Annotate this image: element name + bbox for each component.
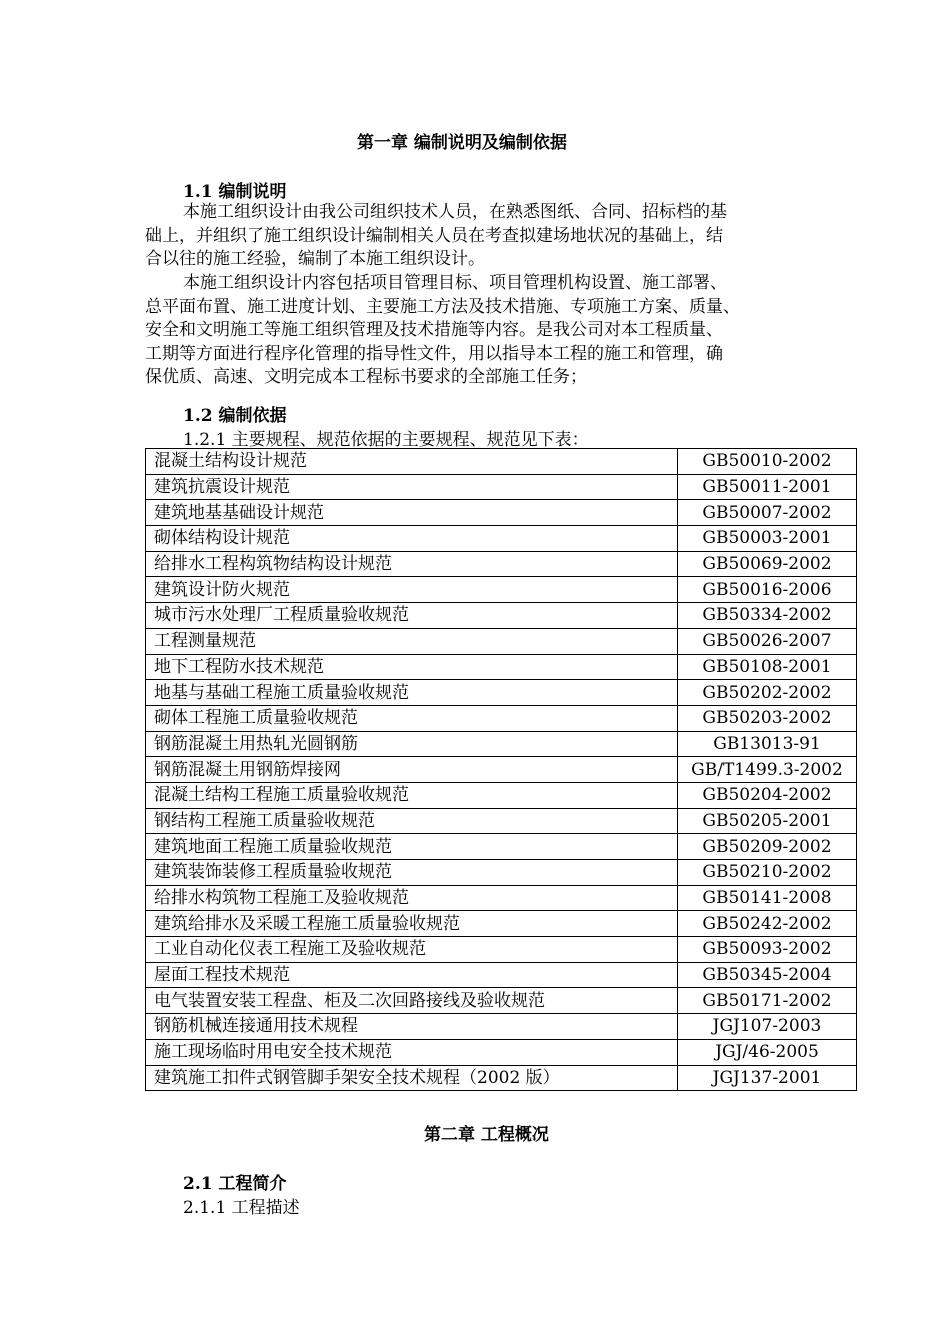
table-row [146,962,857,988]
section-1-1-paragraph-1 [145,201,825,272]
standard-code-cell: GB50334-2002 [678,603,857,629]
table-row [146,782,857,808]
table-row [146,808,857,834]
standard-code-cell: GB50204-2002 [678,782,857,808]
paragraph-line: 础上，并组织了施工组织设计编制相关人员在考查拟建场地状况的基础上，结 [145,225,723,246]
paragraph-line: 工期等方面进行程序化管理的指导性文件，用以指导本工程的施工和管理，确 [145,343,723,364]
standard-code-cell: GB50093-2002 [678,937,857,963]
table-row [146,757,857,783]
standard-code-cell: GB50069-2002 [678,551,857,577]
standard-name-cell: 建筑施工扣件式钢管脚手架安全技术规程（2002 版） [146,1065,678,1091]
standard-code-cell: GB50205-2001 [678,808,857,834]
standard-name-cell: 砌体结构设计规范 [146,526,678,552]
standard-name-cell: 给排水构筑物工程施工及验收规范 [146,885,678,911]
table-row [146,988,857,1014]
standard-code-cell: GB50003-2001 [678,526,857,552]
table-row [146,705,857,731]
table-row [146,937,857,963]
table-row [146,860,857,886]
section-1-2-heading: 1.2 编制依据 [183,406,287,426]
standard-code-cell: GB13013-91 [678,731,857,757]
table-row [146,1039,857,1065]
table-row [146,731,857,757]
standard-name-cell: 地基与基础工程施工质量验收规范 [146,680,678,706]
standard-code-cell: JGJ107-2003 [678,1014,857,1040]
standard-name-cell: 建筑设计防火规范 [146,577,678,603]
standard-name-cell: 建筑抗震设计规范 [146,474,678,500]
paragraph-line: 总平面布置、施工进度计划、主要施工方法及技术措施、专项施工方案、质量、 [145,296,740,317]
standard-code-cell: GB50202-2002 [678,680,857,706]
standard-name-cell: 屋面工程技术规范 [146,962,678,988]
standard-name-cell: 钢筋机械连接通用技术规程 [146,1014,678,1040]
standard-name-cell: 建筑给排水及采暖工程施工质量验收规范 [146,911,678,937]
standard-name-cell: 地下工程防水技术规范 [146,654,678,680]
standard-name-cell: 工业自动化仪表工程施工及验收规范 [146,937,678,963]
standard-name-cell: 砌体工程施工质量验收规范 [146,705,678,731]
standard-name-cell: 钢结构工程施工质量验收规范 [146,808,678,834]
standard-name-cell: 建筑地面工程施工质量验收规范 [146,834,678,860]
table-row [146,603,857,629]
standard-code-cell: GB50171-2002 [678,988,857,1014]
table-row [146,577,857,603]
standard-name-cell: 钢筋混凝土用钢筋焊接网 [146,757,678,783]
chapter-2-title: 第二章 工程概况 [424,1125,549,1145]
table-row [146,551,857,577]
standard-code-cell: GB50026-2007 [678,628,857,654]
standard-code-cell: GB50242-2002 [678,911,857,937]
section-2-1-1-subheading: 2.1.1 工程描述 [183,1198,300,1218]
standard-code-cell: GB50108-2001 [678,654,857,680]
paragraph-line: 安全和文明施工等施工组织管理及技术措施等内容。是我公司对本工程质量、 [145,320,723,341]
standard-code-cell: JGJ/46-2005 [678,1039,857,1065]
table-row [146,1014,857,1040]
standard-name-cell: 电气装置安装工程盘、柜及二次回路接线及验收规范 [146,988,678,1014]
table-row [146,654,857,680]
table-row [146,911,857,937]
standard-name-cell: 给排水工程构筑物结构设计规范 [146,551,678,577]
table-row [146,680,857,706]
table-row [146,474,857,500]
table-row [146,885,857,911]
paragraph-line: 本施工组织设计由我公司组织技术人员，在熟悉图纸、合同、招标档的基 [183,202,727,222]
paragraph-line: 本施工组织设计内容包括项目管理目标、项目管理机构设置、施工部署、 [183,273,727,293]
standard-code-cell: GB50010-2002 [678,449,857,475]
standard-code-cell: GB50210-2002 [678,860,857,886]
section-2-1-heading: 2.1 工程简介 [183,1174,287,1194]
table-row [146,1065,857,1091]
standards-table [145,448,857,1091]
standard-name-cell: 建筑地基基础设计规范 [146,500,678,526]
standard-code-cell: GB50007-2002 [678,500,857,526]
standard-code-cell: GB50203-2002 [678,705,857,731]
section-1-1-heading: 1.1 编制说明 [183,182,287,202]
section-1-1-paragraph-2 [145,272,825,390]
standard-code-cell: GB50141-2008 [678,885,857,911]
table-row [146,500,857,526]
paragraph-line: 保优质、高速、文明完成本工程标书要求的全部施工任务； [145,367,587,388]
standard-code-cell: GB/T1499.3-2002 [678,757,857,783]
standard-name-cell: 混凝土结构设计规范 [146,449,678,475]
paragraph-line: 合以往的施工经验，编制了本施工组织设计。 [145,249,485,270]
standard-code-cell: GB50016-2006 [678,577,857,603]
table-row [146,834,857,860]
table-row [146,449,857,475]
standard-code-cell: GB50011-2001 [678,474,857,500]
standard-name-cell: 工程测量规范 [146,628,678,654]
section-1-2-intro: 1.2.1 主要规程、规范依据的主要规程、规范见下表： [183,430,589,450]
table-row [146,628,857,654]
standard-code-cell: GB50345-2004 [678,962,857,988]
standard-code-cell: GB50209-2002 [678,834,857,860]
standard-code-cell: JGJ137-2001 [678,1065,857,1091]
table-row [146,526,857,552]
standard-name-cell: 混凝土结构工程施工质量验收规范 [146,782,678,808]
standard-name-cell: 城市污水处理厂工程质量验收规范 [146,603,678,629]
standard-name-cell: 钢筋混凝土用热轧光圆钢筋 [146,731,678,757]
standards-table-body [146,449,857,1091]
standard-name-cell: 施工现场临时用电安全技术规范 [146,1039,678,1065]
standard-name-cell: 建筑装饰装修工程质量验收规范 [146,860,678,886]
chapter-1-title: 第一章 编制说明及编制依据 [357,133,567,153]
